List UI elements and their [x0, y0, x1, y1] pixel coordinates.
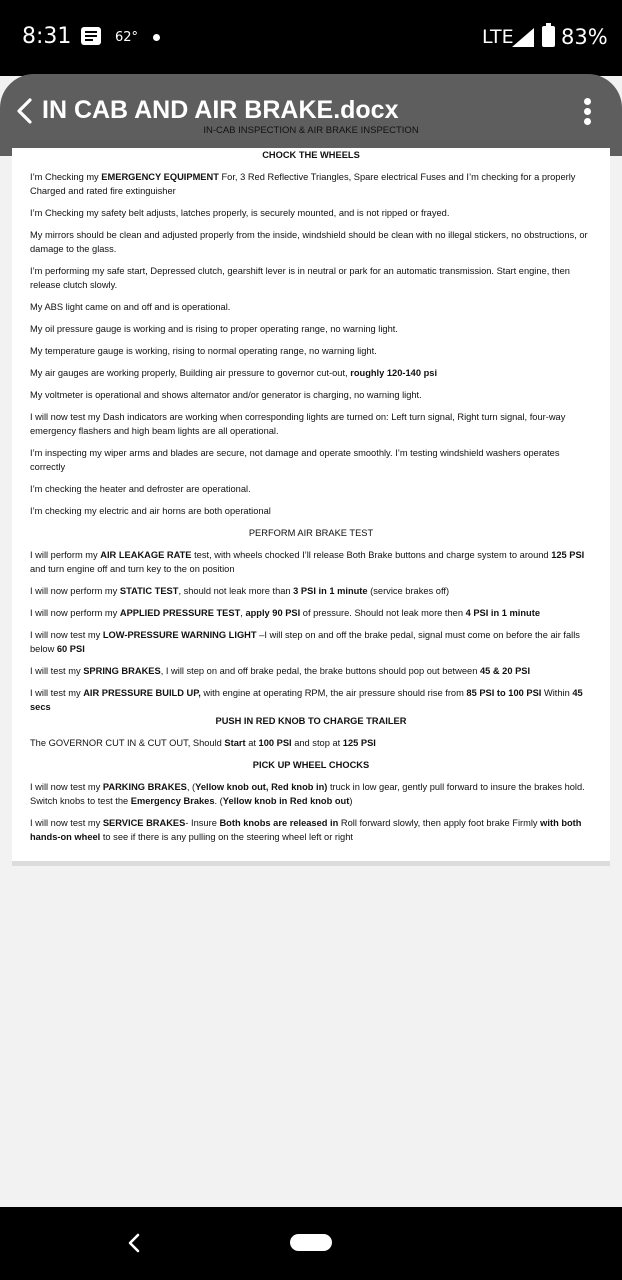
text-run: roughly 120-140 psi — [350, 368, 438, 378]
text-run: My air gauges are working properly, Building air pressure to governor cut-out, — [30, 368, 351, 378]
text-run: I’m Checking my — [30, 172, 102, 182]
document-paragraph — [30, 228, 592, 256]
document-page[interactable] — [12, 125, 610, 861]
document-body — [30, 148, 592, 852]
page-shadow — [12, 861, 610, 866]
status-battery: 83% — [561, 25, 608, 49]
text-run: , ( — [186, 782, 196, 792]
text-run: CHOCK THE WHEELS — [262, 150, 360, 160]
text-run: My temperature gauge is working, rising to normal operating range, no warning light. — [30, 346, 377, 356]
document-paragraph — [30, 736, 592, 750]
document-paragraph — [30, 322, 592, 336]
text-run: Yellow knob in Red knob out — [222, 796, 350, 806]
text-run: ) — [349, 796, 353, 806]
text-run: apply 90 PSI — [245, 608, 301, 618]
text-run: Within — [541, 688, 573, 698]
text-run: I’m Checking my safety belt adjusts, latches properly, is securely mounted, and is not ripped or frayed. — [30, 208, 450, 218]
text-run: Both knobs are released in — [219, 818, 339, 828]
document-paragraph — [30, 482, 592, 496]
document-header: IN-CAB INSPECTION & AIR BRAKE INSPECTION — [203, 125, 419, 136]
document-paragraph — [30, 526, 592, 540]
text-run: , I will step on and off brake pedal, the brake buttons should pop out between — [160, 666, 480, 676]
text-run: I’m performing my safe start, Depressed clutch, gearshift lever is in neutral or park for an automatic transmission. Start engine, then release clutch slowly. — [30, 266, 570, 290]
status-time: 8:31 — [22, 24, 72, 49]
text-run: 4 PSI in 1 minute — [465, 608, 540, 618]
document-paragraph — [30, 664, 592, 678]
text-run: 100 PSI — [258, 738, 292, 748]
text-run: APPLIED PRESSURE TEST — [119, 608, 241, 618]
text-run: EMERGENCY EQUIPMENT — [101, 172, 219, 182]
text-run: - Insure — [185, 818, 220, 828]
text-run: 45 & 20 PSI — [479, 666, 531, 676]
text-run: Emergency Brakes — [130, 796, 215, 806]
text-run: test, with wheels chocked I’ll release Both Brake buttons and charge system to around — [191, 550, 552, 560]
text-run: I will now test my — [30, 630, 103, 640]
text-run: I will test my — [30, 666, 84, 676]
text-run: My oil pressure gauge is working and is rising to proper operating range, no warning light. — [30, 324, 398, 334]
text-run: PARKING BRAKES — [102, 782, 187, 792]
text-run: to see if there is any pulling on the steering wheel left or right — [100, 832, 353, 842]
document-paragraph — [30, 264, 592, 292]
text-run: I will now test my — [30, 818, 103, 828]
app-bar — [0, 74, 622, 156]
text-run: STATIC TEST — [119, 586, 179, 596]
nav-back-icon[interactable] — [124, 1231, 144, 1255]
text-run: Yellow knob out, Red knob in) — [195, 782, 328, 792]
text-run: , should not leak more than — [178, 586, 294, 596]
text-run: AIR PRESSURE BUILD UP, — [83, 688, 201, 698]
text-run: My voltmeter is operational and shows alternator and/or generator is charging, no warning light. — [30, 390, 422, 400]
document-paragraph — [30, 410, 592, 438]
navigation-bar — [0, 1207, 622, 1280]
text-run: –I will step on and off the brake pedal, signal must come on before the air falls below — [30, 630, 580, 654]
text-run: I will test my — [30, 688, 84, 698]
text-run: I will now perform my — [30, 608, 120, 618]
text-run: I will now test my Dash indicators are working when corresponding lights are turned on: Left turn signal, Right turn signal, four-way emergency flashers and high beam lights are all operational. — [30, 412, 566, 436]
text-run: and stop at — [291, 738, 343, 748]
text-run: 125 PSI — [551, 550, 585, 560]
document-paragraph — [30, 628, 592, 656]
text-run: I’m checking my electric and air horns are both operational — [30, 506, 271, 516]
document-paragraph — [30, 300, 592, 314]
text-run: 45 secs — [30, 688, 583, 712]
text-run: at — [245, 738, 259, 748]
document-title: IN CAB AND AIR BRAKE.docx — [42, 96, 399, 124]
text-run: I’m checking the heater and defroster are operational. — [30, 484, 251, 494]
text-run: AIR LEAKAGE RATE — [100, 550, 192, 560]
text-run: 60 PSI — [56, 644, 85, 654]
text-run: Start — [224, 738, 246, 748]
more-options-icon[interactable] — [576, 96, 600, 128]
text-run: 85 PSI to 100 PSI — [466, 688, 542, 698]
notification-doc-icon — [81, 27, 101, 45]
text-run: with engine at operating RPM, the air pressure should rise from — [200, 688, 467, 698]
text-run: PICK UP WHEEL CHOCKS — [252, 760, 370, 770]
back-arrow-icon[interactable] — [12, 96, 38, 126]
status-network: LTE — [482, 26, 514, 48]
document-paragraph — [30, 548, 592, 576]
document-paragraph — [30, 170, 592, 198]
text-run: truck in low gear, gently pull forward to insure the brakes hold. Switch knobs to test the — [30, 782, 585, 806]
document-paragraph — [30, 780, 592, 808]
text-run: I will now perform my — [30, 586, 120, 596]
text-run: I will perform my — [30, 550, 101, 560]
text-run: LOW-PRESSURE WARNING LIGHT — [102, 630, 257, 640]
text-run: The GOVERNOR CUT IN & CUT OUT, Should — [30, 738, 225, 748]
nav-home-pill[interactable] — [290, 1234, 332, 1251]
text-run: I will now test my — [30, 782, 103, 792]
text-run: My ABS light came on and off and is operational. — [30, 302, 231, 312]
document-paragraph — [30, 686, 592, 714]
document-paragraph — [30, 758, 592, 772]
document-paragraph — [30, 206, 592, 220]
document-paragraph — [30, 816, 592, 844]
document-paragraph — [30, 366, 592, 380]
status-temperature: 62° — [115, 30, 139, 45]
document-paragraph — [30, 504, 592, 518]
text-run: SERVICE BRAKES — [102, 818, 186, 828]
notification-dot-icon — [153, 34, 160, 41]
text-run: . ( — [214, 796, 223, 806]
text-run: SPRING BRAKES — [83, 666, 161, 676]
text-run: PUSH IN RED KNOB TO CHARGE TRAILER — [215, 716, 407, 726]
document-paragraph — [30, 446, 592, 474]
text-run: (service brakes off) — [367, 586, 450, 596]
document-paragraph — [30, 344, 592, 358]
text-run: with both hands-on wheel — [30, 818, 582, 842]
text-run: I’m inspecting my wiper arms and blades are secure, not damage and operate smoothly. I’m testing windshield washers operates correctly — [30, 448, 560, 472]
signal-icon — [512, 28, 534, 47]
text-run: PERFORM AIR BRAKE TEST — [248, 528, 374, 538]
text-run: My mirrors should be clean and adjusted properly from the inside, windshield should be clean with no illegal stickers, no obstructions, or damage to the glass. — [30, 230, 588, 254]
text-run: 3 PSI in 1 minute — [293, 586, 368, 596]
text-run: and turn engine off and turn key to the on position — [30, 564, 235, 574]
text-run: of pressure. Should not leak more then — [300, 608, 466, 618]
document-paragraph — [30, 148, 592, 162]
text-run: Roll forward slowly, then apply foot brake Firmly — [338, 818, 541, 828]
document-paragraph — [30, 606, 592, 620]
battery-icon — [542, 26, 555, 47]
document-paragraph — [30, 388, 592, 402]
document-paragraph — [30, 584, 592, 598]
text-run: 125 PSI — [342, 738, 376, 748]
status-bar — [0, 0, 622, 76]
text-run: , — [240, 608, 246, 618]
text-run: For, 3 Red Reflective Triangles, Spare electrical Fuses and I’m checking for a properly Charged and rated fire extinguisher — [30, 172, 576, 196]
document-paragraph — [30, 714, 592, 728]
